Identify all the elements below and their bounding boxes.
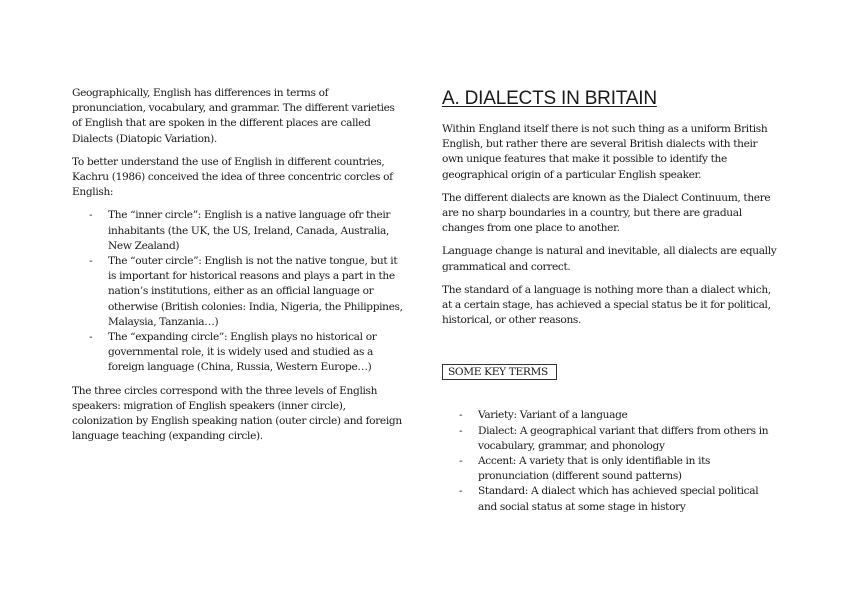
list-item-expanding-circle xyxy=(72,330,404,376)
uniform-english-paragraph: Within England itself there is not such thing as a uniform British English, but rather there are several British dialects with their own unique features that make it possible to identify the geographical origin of a particular English speaker. xyxy=(442,123,768,181)
circles-summary-paragraph: The three circles correspond with the three levels of English speakers: migration of English speakers (inner circle), colonization by English speaking nation (outer circle) and foreign language teaching (expanding circle). xyxy=(72,384,402,443)
section-heading: A. DIALECTS IN BRITAIN xyxy=(442,88,657,109)
list-item-text: The “expanding circle”: English plays no historical or governmental role, it is widely used and studied as a foreign language (China, Russia, Western Europe…) xyxy=(108,331,377,374)
bullet-dash: - xyxy=(459,455,463,468)
language-change-paragraph: Language change is natural and inevitable, all dialects are equally grammatical and correct. xyxy=(442,245,777,273)
list-item-text: The “outer circle”: English is not the native tongue, but it is important for historical reasons and plays a part in the nation’s institutions, either as an official language or otherwise (British colonies: India, Nigeria, the Philippines, Malaysia, Tanzania…) xyxy=(108,255,403,328)
bullet-dash: - xyxy=(89,331,93,344)
bullet-dash: - xyxy=(459,409,463,422)
list-item-inner-circle xyxy=(72,208,404,254)
term-dialect xyxy=(442,424,778,454)
term-text: Standard: A dialect which has achieved special political and social status at some stage in history xyxy=(478,485,759,513)
left-column xyxy=(72,86,404,452)
circles-list xyxy=(72,208,404,375)
standard-language-paragraph: The standard of a language is nothing more than a dialect which, at a certain stage, has achieved a special status be it for political, historical, or other reasons. xyxy=(442,283,771,327)
bullet-dash: - xyxy=(89,255,93,268)
term-text: Variety: Variant of a language xyxy=(478,409,628,422)
right-column xyxy=(442,86,778,523)
term-text: Accent: A variety that is only identifiable in its pronunciation (different sound patterns) xyxy=(478,455,711,483)
list-item-text: The “inner circle”: English is a native language ofr their inhabitants (the UK, the US, Ireland, Canada, Australia, New Zealand) xyxy=(108,209,391,252)
term-accent xyxy=(442,454,778,484)
term-variety xyxy=(442,408,778,423)
bullet-dash: - xyxy=(459,424,463,437)
intro-paragraph: Geographically, English has differences in terms of pronunciation, vocabulary, and grammar. The different varieties of English that are spoken in the different places are called Dialects (Diatopic Variation). xyxy=(72,87,395,145)
term-text: Dialect: A geographical variant that differs from others in vocabulary, grammar, and phonology xyxy=(478,424,769,452)
list-item-outer-circle xyxy=(72,254,404,330)
bullet-dash: - xyxy=(459,485,463,498)
bullet-dash: - xyxy=(89,209,93,222)
term-standard xyxy=(442,484,778,514)
key-terms-list xyxy=(442,408,778,514)
dialect-continuum-paragraph: The different dialects are known as the Dialect Continuum, there are no sharp boundaries in a country, but there are gradual changes from one place to another. xyxy=(442,191,771,235)
key-terms-label: SOME KEY TERMS xyxy=(442,364,557,380)
kachru-paragraph: To better understand the use of English in different countries, Kachru (1986) conceived the idea of three concentric corcles of English: xyxy=(72,155,393,199)
